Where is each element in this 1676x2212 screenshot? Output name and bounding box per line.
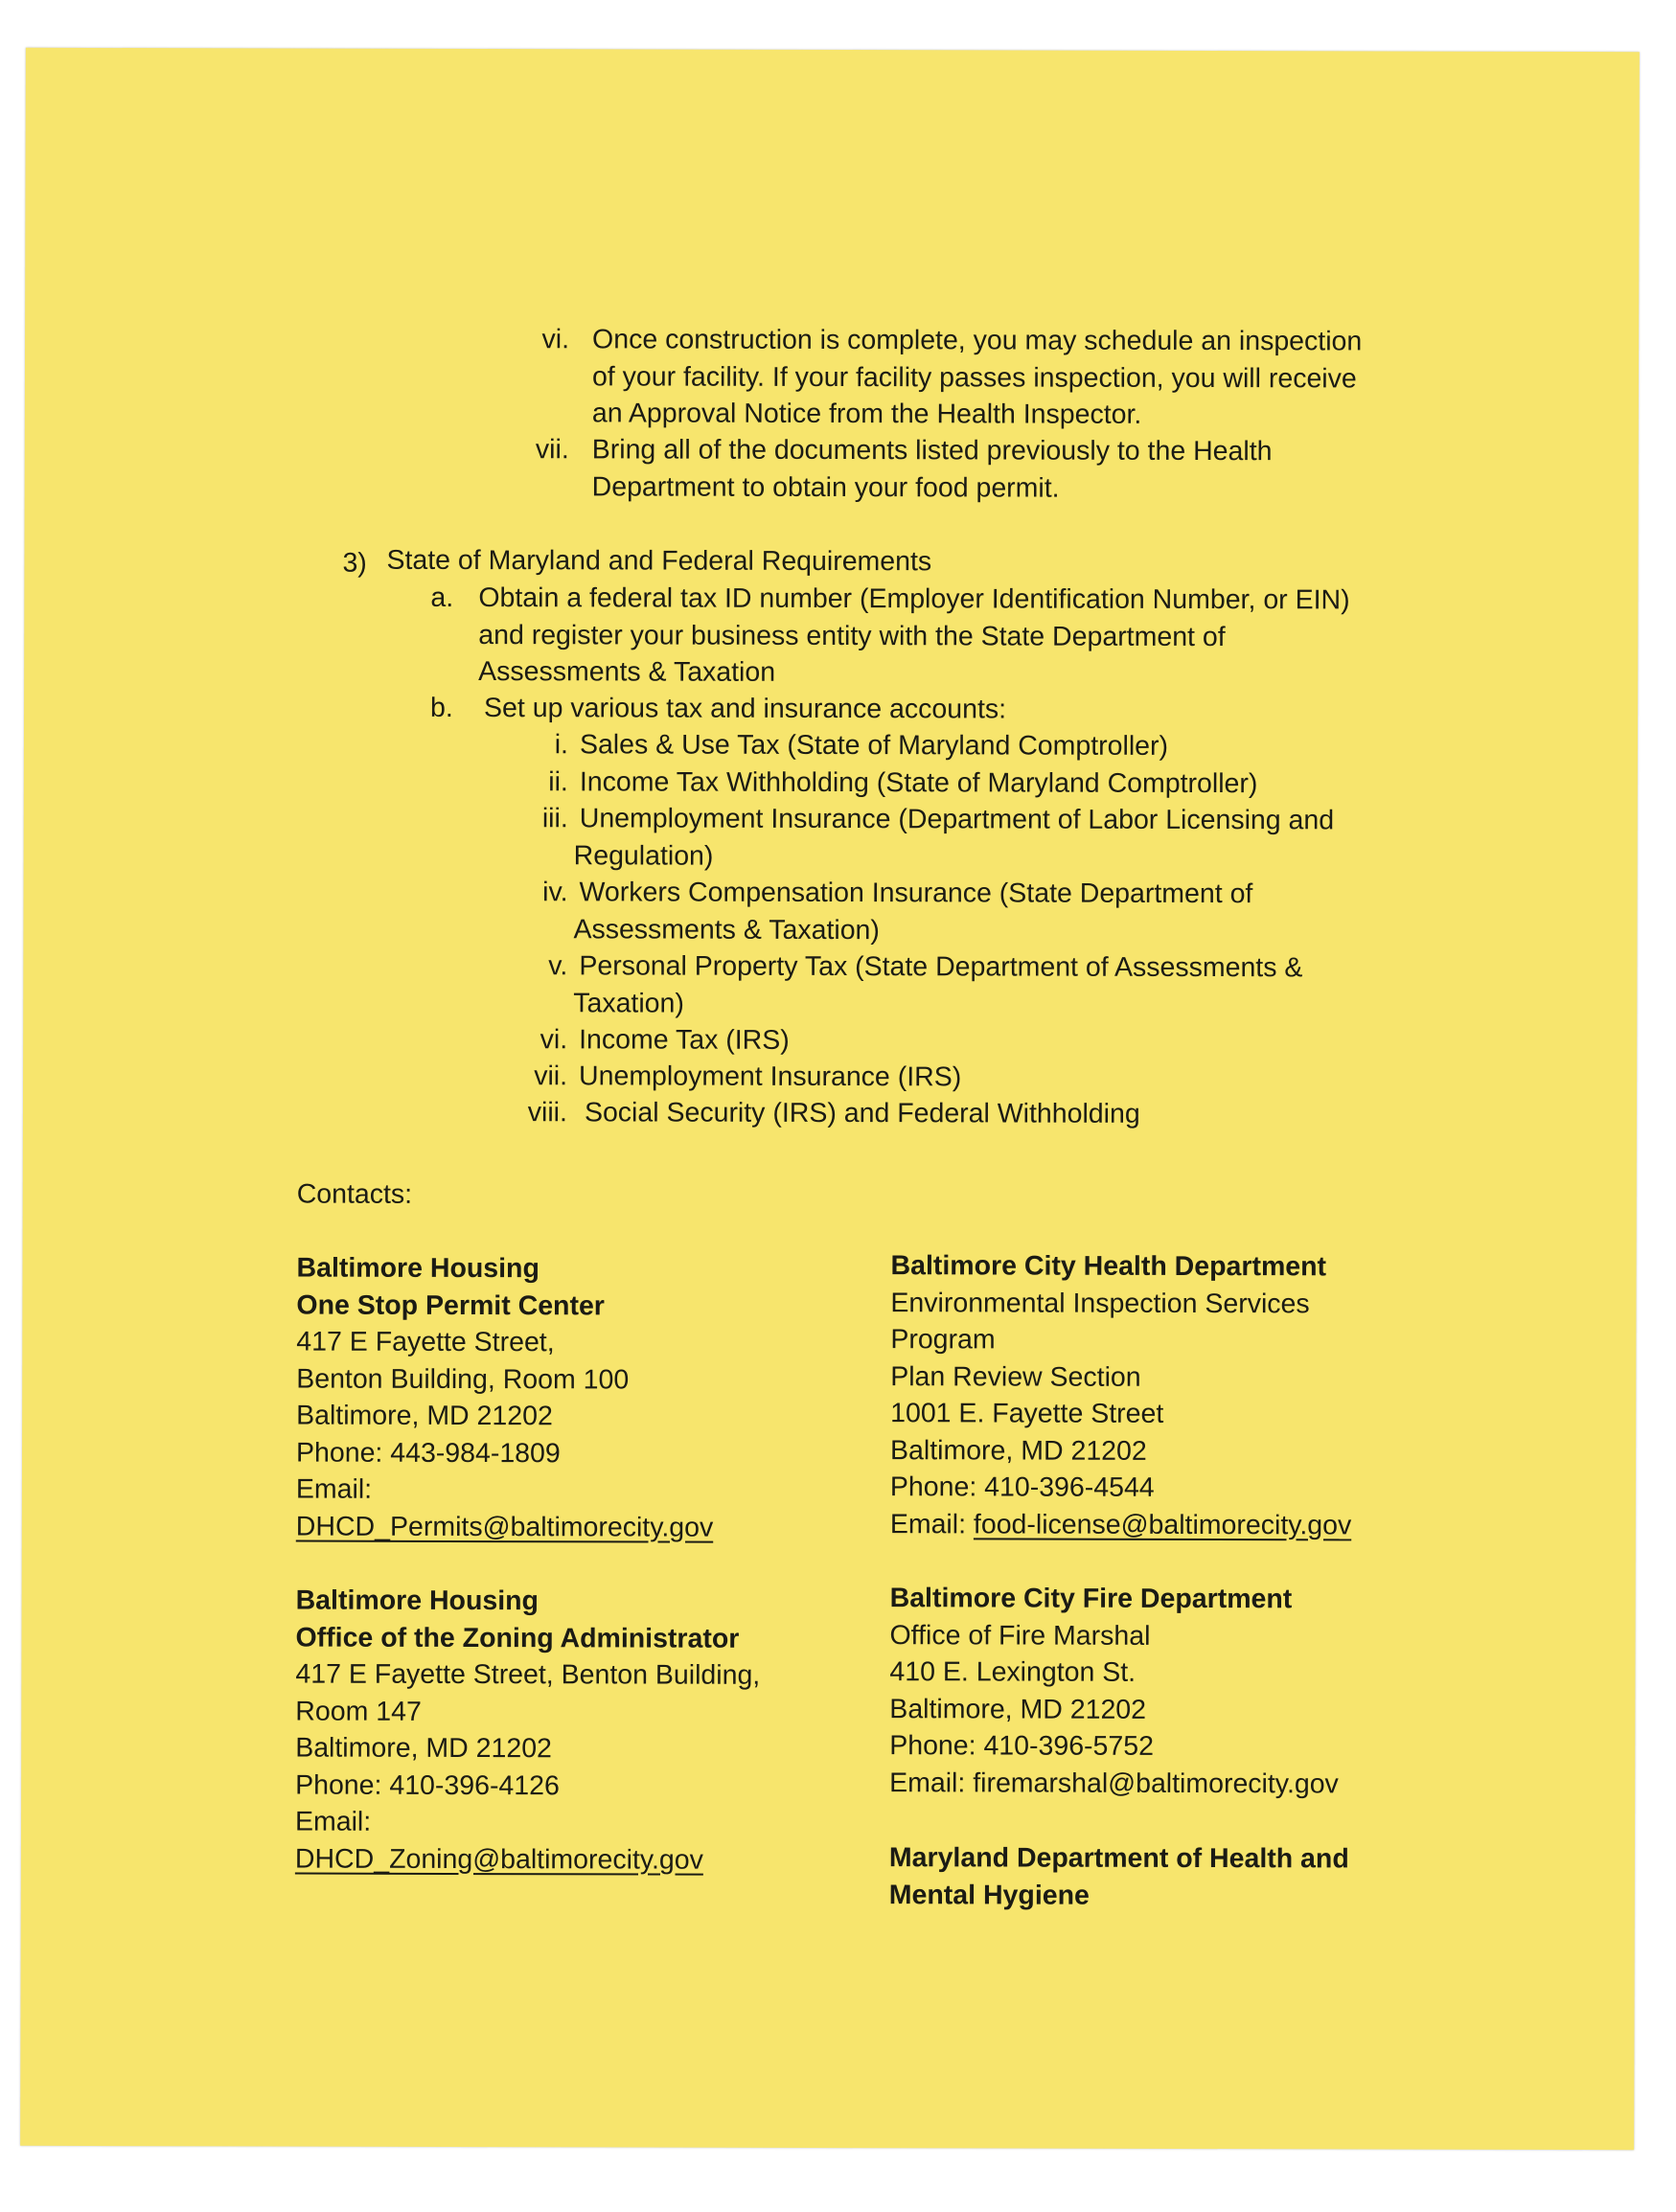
contacts-label: Contacts: — [296, 1178, 413, 1210]
text-line: Assessments & Taxation) — [573, 913, 880, 946]
item-marker: b. — [430, 692, 453, 723]
text-line: and register your business entity with the State Department of — [478, 619, 1226, 652]
contact-detail: Program — [890, 1324, 996, 1356]
account-text — [573, 874, 1253, 949]
account-marker: iv. — [542, 877, 568, 908]
document-page — [20, 48, 1640, 2150]
item-text — [478, 580, 1350, 693]
contact-detail: Office of Fire Marshal — [889, 1619, 1151, 1652]
account-marker: ii. — [548, 766, 568, 798]
account-text: Income Tax (IRS) — [579, 1024, 790, 1056]
contact-card — [889, 1580, 1339, 1802]
contact-detail: Phone: 410-396-4544 — [889, 1471, 1155, 1503]
contact-detail: Phone: 410-396-5752 — [889, 1730, 1155, 1762]
step-text — [592, 431, 1273, 507]
step-marker: vi. — [541, 324, 570, 355]
contact-detail: Plan Review Section — [890, 1360, 1141, 1393]
section-marker: 3) — [342, 547, 367, 579]
text-line: an Approval Notice from the Health Inspector. — [591, 398, 1142, 430]
text-line: Department to obtain your food permit. — [591, 470, 1060, 504]
contact-name: Office of the Zoning Administrator — [295, 1622, 740, 1654]
contact-detail: Benton Building, Room 100 — [296, 1363, 630, 1395]
text-line: Taxation) — [573, 987, 684, 1019]
account-marker: i. — [554, 729, 569, 761]
text-line: Unemployment Insurance (Department of Labor Licensing and — [579, 803, 1335, 836]
contact-name: One Stop Permit Center — [296, 1289, 605, 1321]
email-link[interactable]: DHCD_Permits@baltimorecity.gov — [295, 1511, 714, 1543]
contact-card — [296, 1250, 714, 1546]
contact-detail: Environmental Inspection Services — [890, 1287, 1310, 1319]
text-line: Workers Compensation Insurance (State Department of — [579, 877, 1253, 910]
contact-name: Baltimore Housing — [295, 1585, 540, 1617]
contact-name: Baltimore City Health Department — [890, 1250, 1327, 1283]
account-text — [573, 947, 1303, 1023]
contact-detail: 417 E Fayette Street, Benton Building, — [295, 1658, 761, 1691]
email-link[interactable]: food-license@baltimorecity.gov — [973, 1508, 1352, 1540]
account-marker: viii. — [527, 1097, 568, 1129]
contact-detail: Baltimore, MD 21202 — [296, 1400, 553, 1432]
step-text — [592, 321, 1362, 434]
contact-detail: Email: — [295, 1473, 373, 1505]
contact-detail: 410 E. Lexington St. — [889, 1656, 1136, 1688]
contact-detail: Phone: 443-984-1809 — [295, 1437, 561, 1469]
step-marker: vii. — [535, 434, 569, 466]
contact-detail: Baltimore, MD 21202 — [889, 1693, 1147, 1725]
text-line: Assessments & Taxation — [478, 656, 776, 688]
text-line: Obtain a federal tax ID number (Employer Identification Number, or EIN) — [478, 582, 1350, 616]
contact-name: Mental Hygiene — [888, 1879, 1090, 1911]
text-line: Once construction is complete, you may schedule an inspection — [592, 324, 1363, 357]
contact-detail: 417 E Fayette Street, — [296, 1326, 555, 1358]
contact-detail: Baltimore, MD 21202 — [295, 1732, 552, 1765]
contact-detail: Email: — [294, 1806, 372, 1837]
text-line: of your facility. If your facility passes inspection, you will receive — [591, 360, 1357, 394]
contact-detail: Email: firemarshal@baltimorecity.gov — [889, 1767, 1339, 1799]
contact-name: Baltimore City Fire Department — [889, 1583, 1293, 1615]
account-text: Income Tax Withholding (State of Maryland Comptroller) — [579, 766, 1258, 800]
section-heading: State of Maryland and Federal Requirements — [386, 544, 932, 578]
contact-card — [889, 1839, 1349, 1914]
account-marker: vi. — [540, 1024, 568, 1056]
text-line: Bring all of the documents listed previously to the Health — [591, 434, 1273, 467]
account-marker: iii. — [541, 803, 568, 834]
account-text: Social Security (IRS) and Federal Withholding — [584, 1097, 1140, 1129]
contact-detail: Room 147 — [295, 1696, 422, 1727]
text-line: Regulation) — [573, 839, 714, 872]
account-text: Sales & Use Tax (State of Maryland Comptroller) — [579, 729, 1169, 762]
text-line: Personal Property Tax (State Department of Assessments & — [579, 950, 1303, 984]
contact-detail: Phone: 410-396-4126 — [295, 1769, 560, 1801]
account-marker: vii. — [534, 1060, 568, 1092]
contact-name: Maryland Department of Health and — [888, 1842, 1349, 1875]
item-marker: a. — [430, 582, 454, 613]
contact-card — [890, 1247, 1352, 1543]
account-text — [573, 800, 1335, 876]
item-text: Set up various tax and insurance accounts: — [484, 693, 1007, 725]
account-marker: v. — [548, 950, 568, 982]
email-prefix: Email: — [889, 1508, 974, 1539]
contact-name: Baltimore Housing — [296, 1252, 540, 1285]
contact-detail: Baltimore, MD 21202 — [889, 1434, 1147, 1467]
contact-detail: 1001 E. Fayette Street — [890, 1398, 1164, 1429]
contact-card — [295, 1583, 761, 1879]
account-text: Unemployment Insurance (IRS) — [579, 1060, 962, 1093]
email-link[interactable]: DHCD_Zoning@baltimorecity.gov — [294, 1843, 703, 1876]
